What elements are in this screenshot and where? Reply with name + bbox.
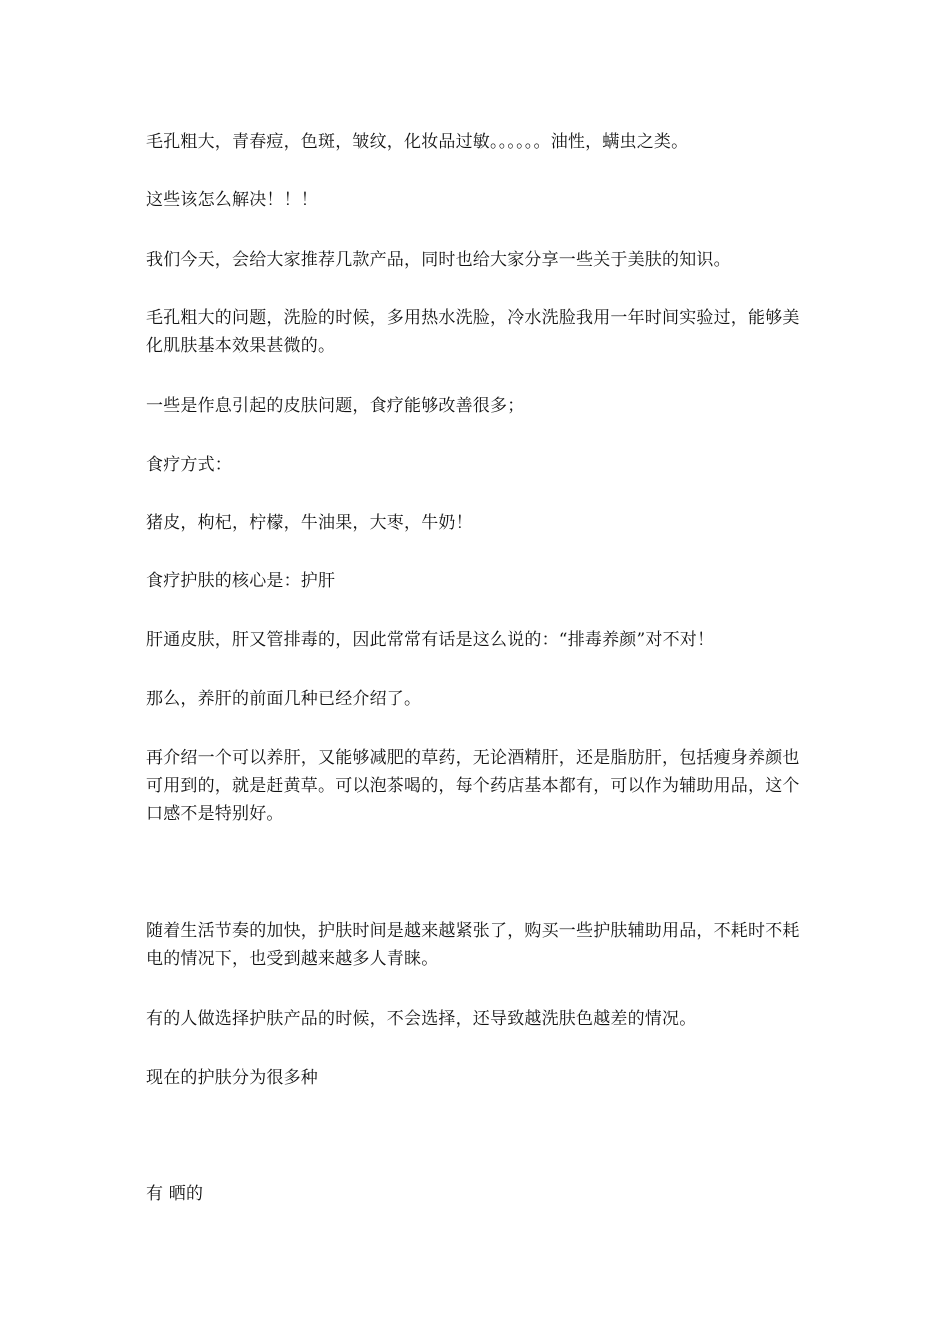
paragraph-liver-intro: 那么，养肝的前面几种已经介绍了。 xyxy=(146,689,422,709)
paragraph-diet-therapy: 一些是作息引起的皮肤问题，食疗能够改善很多； xyxy=(146,396,525,416)
paragraph-large-pores: 毛孔粗大的问题，洗脸的时候，多用热水洗脸，冷水洗脸我用一年时间实验过，能够美化肌肤基本效果甚微的。 xyxy=(146,308,800,356)
paragraph-product-choice: 有的人做选择护肤产品的时候，不会选择，还导致越洗肤色越差的情况。 xyxy=(146,1009,697,1029)
paragraph-life-pace: 随着生活节奏的加快，护肤时间是越来越紧张了，购买一些护肤辅助用品，不耗时不耗电的情况下，也受到越来越多人青睐。 xyxy=(146,921,800,969)
paragraph-skincare-types: 现在的护肤分为很多种 xyxy=(146,1068,318,1088)
paragraph-herb: 再介绍一个可以养肝，又能够减肥的草药，无论酒精肝，还是脂肪肝，包括瘦身养颜也可用到的，就是赶黄草。可以泡茶喝的，每个药店基本都有，可以作为辅助用品，这个口感不是特别好。 xyxy=(146,748,800,824)
paragraph-liver-detox: 肝通皮肤，肝又管排毒的，因此常常有话是这么说的：“排毒养颜”对不对！ xyxy=(146,630,715,650)
paragraph-diet-foods: 猪皮，枸杞，柠檬，牛油果，大枣，牛奶！ xyxy=(146,513,473,533)
paragraph-intro: 我们今天，会给大家推荐几款产品，同时也给大家分享一些关于美肤的知识。 xyxy=(146,250,731,270)
paragraph-diet-core: 食疗护肤的核心是：护肝 xyxy=(146,571,336,591)
paragraph-skin-problems: 毛孔粗大，青春痘，色斑，皱纹，化妆品过敏。。。。。。油性，螨虫之类。 xyxy=(146,132,689,152)
paragraph-sun: 有 晒的 xyxy=(146,1184,204,1204)
paragraph-diet-methods-heading: 食疗方式： xyxy=(146,455,232,475)
paragraph-how-to-solve: 这些该怎么解决！！！ xyxy=(146,190,318,210)
